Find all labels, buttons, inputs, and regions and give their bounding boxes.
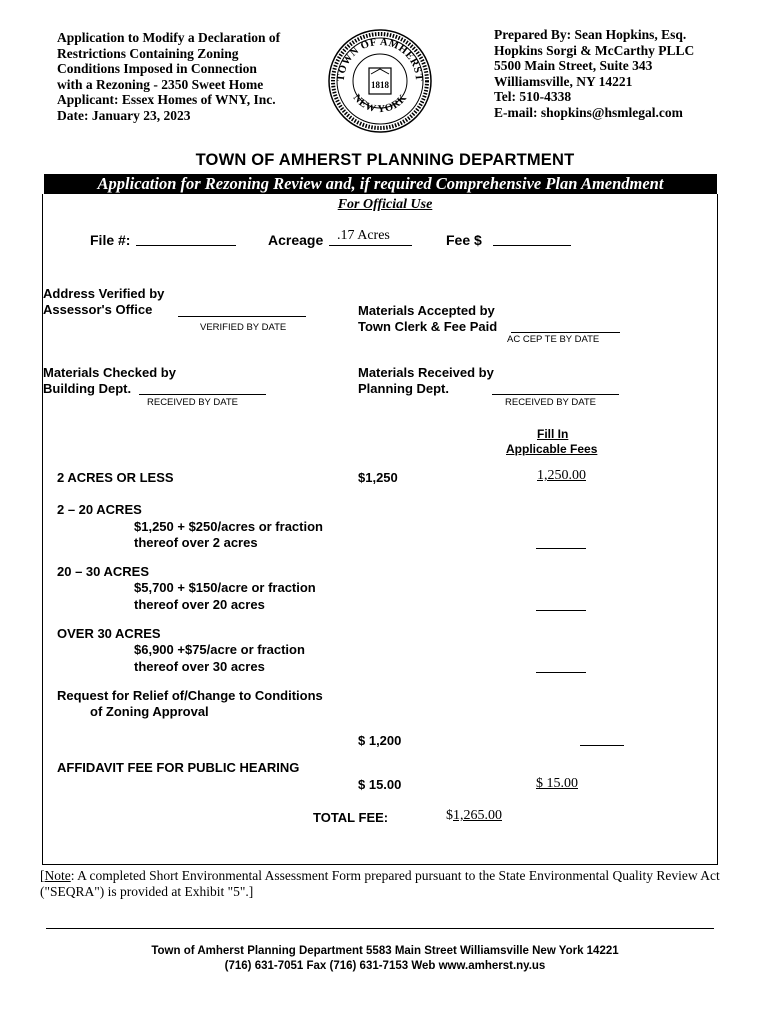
header-right-line: Hopkins Sorgi & McCarthy PLLC [494, 42, 695, 58]
preparer-header-block [494, 27, 694, 120]
fee-row-fill-line [536, 672, 586, 673]
assessor-signature-line [178, 316, 306, 317]
planning-signature-line [492, 394, 619, 395]
clerk-caption: AC CEP TE BY DATE [507, 334, 600, 345]
file-number-label: File #: [90, 232, 131, 248]
relief-label-line1: Request for Relief of/Change to Conditions [57, 688, 323, 703]
header-left-line: Restrictions Containing Zoning [57, 45, 239, 61]
note-open-bracket: [ [40, 868, 45, 883]
fee-row-detail: thereof over 20 acres [134, 597, 265, 612]
footer-divider [46, 928, 714, 929]
fee-row-detail: $6,900 +$75/acre or fraction [134, 642, 305, 657]
fee-row-fill-line [536, 610, 586, 611]
town-seal-logo [327, 28, 433, 134]
fee-row-label: 20 – 30 ACRES [57, 564, 150, 579]
clerk-signature-line [511, 332, 620, 333]
planning-caption: RECEIVED BY DATE [505, 397, 596, 408]
fee-line [493, 245, 571, 246]
fee-row-label: 2 ACRES OR LESS [57, 470, 174, 485]
header-left-line: Conditions Imposed in Connection [57, 61, 257, 76]
fee-row-detail: $5,700 + $150/acre or fraction [134, 580, 316, 595]
official-use-heading: For Official Use [337, 197, 433, 212]
note-text: : A completed Short Environmental Assessment Form prepared pursuant to the State Environmental Quality Review Act ("SEQRA") is provided at Exhibit "5".] [40, 868, 720, 899]
total-fee-label: TOTAL FEE: [313, 810, 389, 825]
header-right-line: Tel: 510-4338 [494, 89, 572, 104]
total-fee-dollar: $ [446, 808, 453, 823]
acreage-value: .17 Acres [337, 228, 390, 243]
total-fee-amount: 1,265.00 [453, 808, 502, 823]
building-label-line1: Materials Checked by [43, 365, 176, 380]
planning-label-line2: Planning Dept. [358, 381, 449, 396]
department-title: TOWN OF AMHERST PLANNING DEPARTMENT [195, 151, 575, 169]
header-right-email: E-mail: shopkins@hsmlegal.com [494, 104, 683, 120]
fee-label: Fee $ [446, 232, 482, 248]
affidavit-label: AFFIDAVIT FEE FOR PUBLIC HEARING [57, 760, 300, 775]
seal-bottom-text: NEW YORK [350, 92, 410, 116]
file-number-line [136, 245, 236, 246]
header-right-line: Williamsville, NY 14221 [494, 73, 633, 89]
clerk-label-line2: Town Clerk & Fee Paid [358, 319, 498, 334]
planning-label-line1: Materials Received by [358, 365, 494, 380]
relief-amount: $ 1,200 [358, 733, 402, 748]
footer-address: Town of Amherst Planning Department 5583 Main Street Williamsville New York 14221 [151, 945, 619, 957]
building-label-line2: Building Dept. [43, 381, 132, 396]
fill-in-header: Fill In [537, 427, 569, 441]
header-right-line: 5500 Main Street, Suite 343 [494, 58, 653, 73]
building-signature-line [139, 394, 266, 395]
header-left-line: Applicant: Essex Homes of WNY, Inc. [57, 92, 276, 107]
acreage-label: Acreage [268, 232, 324, 248]
application-header-block [57, 30, 280, 123]
clerk-label-line1: Materials Accepted by [358, 303, 495, 318]
header-left-line: Date: January 23, 2023 [57, 107, 191, 123]
fee-row-fill-line [536, 548, 586, 549]
header-left-line: Application to Modify a Declaration of [57, 30, 281, 45]
assessor-label-line1: Address Verified by [43, 286, 165, 301]
fee-row-detail: thereof over 2 acres [134, 535, 258, 550]
affidavit-fill-value: $ 15.00 [536, 776, 578, 791]
note-keyword: Note [44, 868, 71, 883]
header-right-line: Prepared By: Sean Hopkins, Esq. [494, 27, 687, 42]
assessor-caption: VERIFIED BY DATE [200, 322, 287, 333]
affidavit-amount: $ 15.00 [358, 777, 402, 792]
relief-fill-line [580, 745, 624, 746]
fee-row-detail: thereof over 30 acres [134, 659, 265, 674]
seal-top-text: TOWN OF AMHERST [335, 36, 425, 82]
fee-row-label: 2 – 20 ACRES [57, 502, 142, 517]
relief-label-line2: of Zoning Approval [90, 704, 209, 719]
fee-row-fill-value: 1,250.00 [537, 468, 586, 483]
applicable-fees-header: Applicable Fees [506, 442, 598, 456]
fee-row-detail: $1,250 + $250/acres or fraction [134, 519, 323, 534]
seal-center-text: 1818 [371, 80, 389, 90]
building-caption: RECEIVED BY DATE [147, 397, 238, 408]
seqra-note [40, 868, 740, 900]
footer-contact: (716) 631-7051 Fax (716) 631-7153 Web www.amherst.ny.us [224, 960, 546, 972]
header-left-line: with a Rezoning - 2350 Sweet Home [57, 76, 264, 92]
total-fee-value [446, 808, 502, 824]
acreage-line [329, 245, 412, 246]
fee-row-amount: $1,250 [358, 470, 398, 485]
assessor-label-line2: Assessor's Office [43, 302, 153, 317]
fee-row-label: OVER 30 ACRES [57, 626, 161, 641]
form-banner-title: Application for Rezoning Review and, if required Comprehensive Plan Amendment [44, 174, 717, 194]
